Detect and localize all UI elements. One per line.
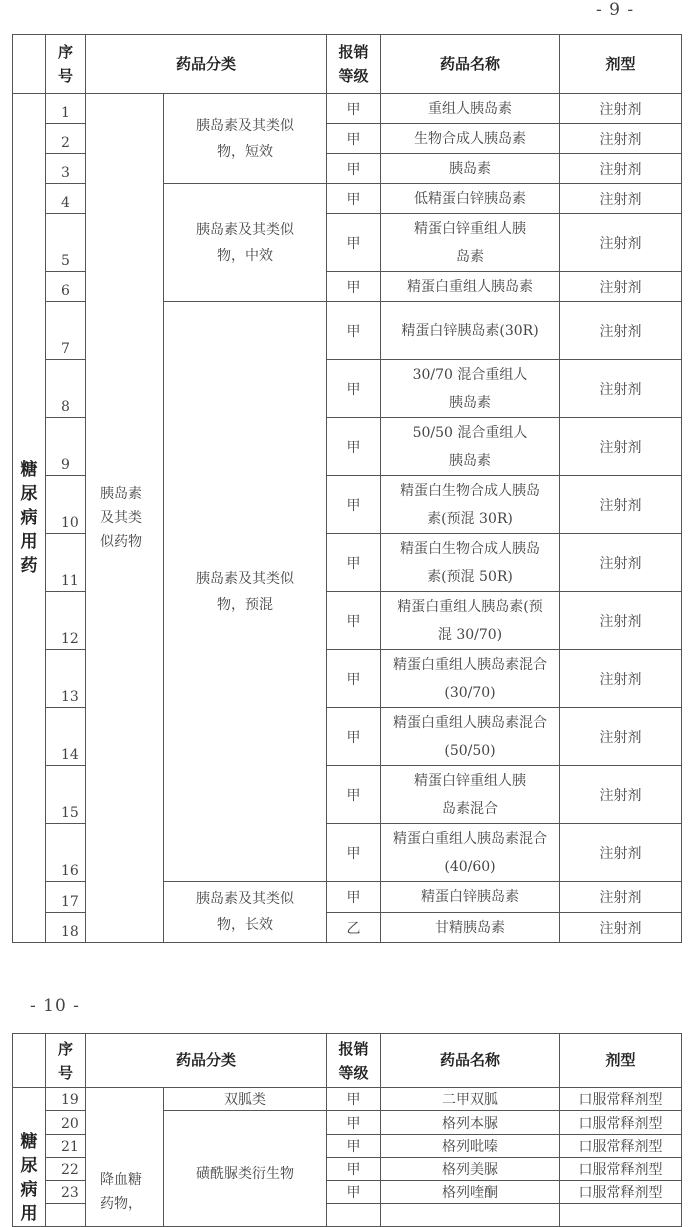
row-name: 甘精胰岛素: [381, 913, 560, 943]
row-form: 口服常释剂型: [560, 1088, 682, 1111]
row-level: 甲: [327, 214, 381, 272]
row-seq: 1: [46, 94, 86, 124]
row-form: 注射剂: [560, 766, 682, 824]
row-form: 口服常释剂型: [560, 1181, 682, 1204]
group-premixed: 胰岛素及其类似物，预混: [164, 302, 327, 882]
row-form: 注射剂: [560, 592, 682, 650]
row-level: 甲: [327, 1088, 381, 1111]
row-seq: 6: [46, 272, 86, 302]
row-form: 注射剂: [560, 184, 682, 214]
header-form: 剂型: [560, 35, 682, 94]
row-form: 口服常释剂型: [560, 1135, 682, 1158]
row-level: 甲: [327, 534, 381, 592]
row-form: 注射剂: [560, 476, 682, 534]
row-form: 注射剂: [560, 154, 682, 184]
drug-table-page-10: [12, 1033, 682, 1227]
group-medium: 胰岛素及其类似物，中效: [164, 184, 327, 302]
row-seq: 4: [46, 184, 86, 214]
page-number: - 9 -: [596, 0, 635, 20]
row-seq: 8: [46, 360, 86, 418]
row-seq: 20: [46, 1111, 86, 1135]
row-name: 格列吡嗪: [381, 1135, 560, 1158]
row-seq: [46, 1204, 86, 1227]
row-seq: 22: [46, 1158, 86, 1181]
row-form: 注射剂: [560, 302, 682, 360]
row-name: 精蛋白锌重组人胰岛素混合: [381, 766, 560, 824]
row-level: 甲: [327, 1111, 381, 1135]
group-long: 胰岛素及其类似物，长效: [164, 882, 327, 943]
row-level: 甲: [327, 302, 381, 360]
row-name: 精蛋白重组人胰岛素混合(50/50): [381, 708, 560, 766]
table-header-row: [13, 1034, 682, 1088]
row-name: 格列本脲: [381, 1111, 560, 1135]
row-seq: 3: [46, 154, 86, 184]
level1-category: 胰岛素及其类似药物: [86, 94, 164, 943]
header-level: 报销等级: [327, 1034, 381, 1088]
row-seq: 9: [46, 418, 86, 476]
row-seq: 15: [46, 766, 86, 824]
row-name: 精蛋白锌重组人胰岛素: [381, 214, 560, 272]
group-sulfonylurea: 磺酰脲类衍生物: [164, 1111, 327, 1227]
row-name: 生物合成人胰岛素: [381, 124, 560, 154]
row-seq: 21: [46, 1135, 86, 1158]
row-form: 注射剂: [560, 418, 682, 476]
header-blank: [13, 1034, 46, 1088]
row-level: 甲: [327, 94, 381, 124]
row-level: 甲: [327, 184, 381, 214]
header-seq: 序号: [46, 35, 86, 94]
row-name: 胰岛素: [381, 154, 560, 184]
row-form: 注射剂: [560, 882, 682, 913]
row-seq: 10: [46, 476, 86, 534]
row-seq: 23: [46, 1181, 86, 1204]
row-name: 精蛋白锌胰岛素(30R): [381, 302, 560, 360]
row-level: 甲: [327, 476, 381, 534]
header-category: 药品分类: [86, 1034, 327, 1088]
row-form: 注射剂: [560, 360, 682, 418]
row-level: 甲: [327, 124, 381, 154]
group-short: 胰岛素及其类似物，短效: [164, 94, 327, 184]
row-seq: 2: [46, 124, 86, 154]
section-cell: 糖尿病用: [13, 1088, 46, 1227]
section-cell: 糖尿病用药: [13, 94, 46, 943]
row-level: 甲: [327, 272, 381, 302]
row-form: 注射剂: [560, 824, 682, 882]
row-level: 乙: [327, 913, 381, 943]
row-name: 精蛋白重组人胰岛素混合(40/60): [381, 824, 560, 882]
row-seq: 5: [46, 214, 86, 272]
row-level: 甲: [327, 592, 381, 650]
row-level: 甲: [327, 418, 381, 476]
row-name: 30/70 混合重组人胰岛素: [381, 360, 560, 418]
row-form: 注射剂: [560, 650, 682, 708]
row-seq: 17: [46, 882, 86, 913]
row-name: 精蛋白重组人胰岛素: [381, 272, 560, 302]
row-form: 注射剂: [560, 124, 682, 154]
row-name: 格列美脲: [381, 1158, 560, 1181]
header-level: 报销等级: [327, 35, 381, 94]
row-level: 甲: [327, 154, 381, 184]
row-level: 甲: [327, 360, 381, 418]
row-name: 精蛋白重组人胰岛素混合(30/70): [381, 650, 560, 708]
row-form: [560, 1204, 682, 1227]
row-name: 格列喹酮: [381, 1181, 560, 1204]
row-seq: 19: [46, 1088, 86, 1111]
row-form: 注射剂: [560, 913, 682, 943]
level1-category: 降血糖药物，: [86, 1088, 164, 1227]
row-seq: 18: [46, 913, 86, 943]
row-level: [327, 1204, 381, 1227]
row-level: 甲: [327, 824, 381, 882]
row-name: 二甲双胍: [381, 1088, 560, 1111]
row-name: 低精蛋白锌胰岛素: [381, 184, 560, 214]
row-form: 注射剂: [560, 214, 682, 272]
row-level: 甲: [327, 708, 381, 766]
table-row: [13, 94, 682, 124]
row-level: 甲: [327, 650, 381, 708]
row-form: 口服常释剂型: [560, 1111, 682, 1135]
row-level: 甲: [327, 1181, 381, 1204]
row-level: 甲: [327, 1135, 381, 1158]
row-form: 注射剂: [560, 94, 682, 124]
row-form: 注射剂: [560, 534, 682, 592]
row-level: 甲: [327, 1158, 381, 1181]
row-name: 重组人胰岛素: [381, 94, 560, 124]
drug-table-page-9: [12, 34, 682, 943]
row-seq: 13: [46, 650, 86, 708]
row-seq: 12: [46, 592, 86, 650]
row-name: 精蛋白重组人胰岛素(预混 30/70): [381, 592, 560, 650]
header-form: 剂型: [560, 1034, 682, 1088]
row-level: 甲: [327, 766, 381, 824]
header-name: 药品名称: [381, 1034, 560, 1088]
table-header-row: [13, 35, 682, 94]
row-form: 口服常释剂型: [560, 1158, 682, 1181]
row-name: 精蛋白锌胰岛素: [381, 882, 560, 913]
row-level: 甲: [327, 882, 381, 913]
row-seq: 7: [46, 302, 86, 360]
group-biguanide: 双胍类: [164, 1088, 327, 1111]
table-row: [13, 1088, 682, 1111]
header-name: 药品名称: [381, 35, 560, 94]
row-name: [381, 1204, 560, 1227]
row-form: 注射剂: [560, 708, 682, 766]
row-name: 精蛋白生物合成人胰岛素(预混 30R): [381, 476, 560, 534]
header-category: 药品分类: [86, 35, 327, 94]
row-form: 注射剂: [560, 272, 682, 302]
row-name: 精蛋白生物合成人胰岛素(预混 50R): [381, 534, 560, 592]
row-name: 50/50 混合重组人胰岛素: [381, 418, 560, 476]
row-seq: 11: [46, 534, 86, 592]
row-seq: 14: [46, 708, 86, 766]
header-blank: [13, 35, 46, 94]
row-seq: 16: [46, 824, 86, 882]
header-seq: 序号: [46, 1034, 86, 1088]
page-number: - 10 -: [30, 996, 80, 1016]
